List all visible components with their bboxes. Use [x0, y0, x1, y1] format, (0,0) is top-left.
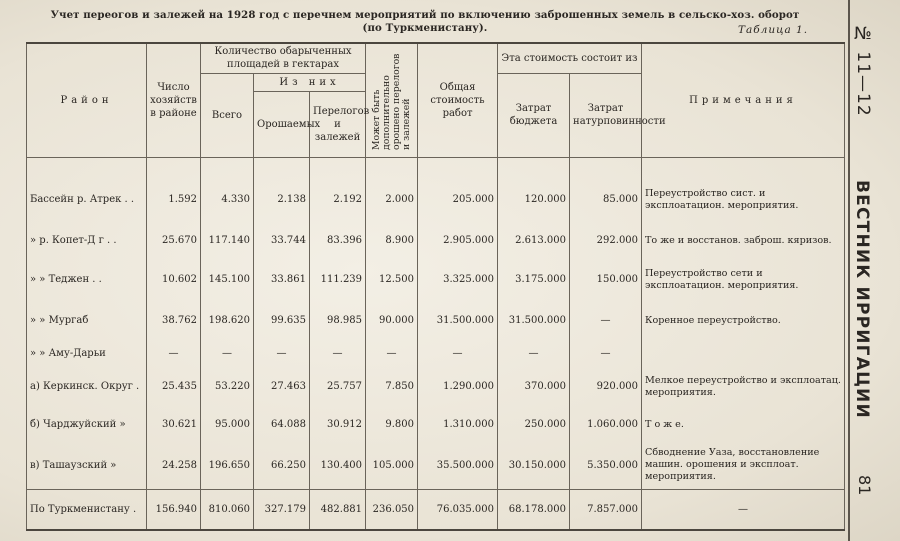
header-labor: Затрат натурповинности — [570, 73, 642, 157]
table-row — [27, 442, 845, 490]
spacer-cell — [254, 157, 310, 178]
cell-households: 24.258 — [147, 442, 201, 490]
cell-households: 38.762 — [147, 300, 201, 342]
cell-extra: 8.900 — [366, 222, 418, 260]
spacer-cell — [570, 157, 642, 178]
header-notes: Примечания — [642, 43, 845, 157]
page-number: 81 — [855, 475, 874, 496]
cell-region: » » Теджен . . — [27, 260, 147, 300]
cell-cost: 1.310.000 — [418, 408, 498, 442]
header-budget: Затрат бюджета — [498, 73, 570, 157]
cell-note: То же и восстанов. заброш. кяризов. — [642, 222, 845, 260]
table-label: Таблица 1. — [738, 24, 809, 36]
cell-total: 196.650 — [201, 442, 254, 490]
cell-total: 53.220 — [201, 366, 254, 408]
journal-title: ВЕСТНИК ИРРИГАЦИИ — [852, 180, 872, 419]
cell-cost: 31.500.000 — [418, 300, 498, 342]
table-row — [27, 178, 845, 222]
spacer-cell — [498, 157, 570, 178]
total-cell-extra: 236.050 — [366, 490, 418, 530]
issue-number: № 11—12 — [853, 24, 873, 117]
total-cell-budget: 68.178.000 — [498, 490, 570, 530]
total-cell-households: 156.940 — [147, 490, 201, 530]
cell-cost: — — [418, 342, 498, 366]
cell-irrigated: — — [254, 342, 310, 366]
table-row — [27, 342, 845, 366]
cell-labor: 5.350.000 — [570, 442, 642, 490]
cell-households: 25.670 — [147, 222, 201, 260]
cell-budget: 120.000 — [498, 178, 570, 222]
cell-total: 117.140 — [201, 222, 254, 260]
cell-budget: 370.000 — [498, 366, 570, 408]
cell-fallow: 111.239 — [310, 260, 366, 300]
total-cell-total: 810.060 — [201, 490, 254, 530]
cell-irrigated: 66.250 — [254, 442, 310, 490]
cell-labor: 150.000 — [570, 260, 642, 300]
cell-labor: 1.060.000 — [570, 408, 642, 442]
header-households: Число хозяйств в районе — [147, 43, 201, 157]
cell-budget: 31.500.000 — [498, 300, 570, 342]
header-total-cost: Общая стоимость работ — [418, 43, 498, 157]
cell-extra: 9.800 — [366, 408, 418, 442]
cell-note — [642, 342, 845, 366]
spacer-cell — [201, 157, 254, 178]
cell-irrigated: 33.861 — [254, 260, 310, 300]
header-can-irrigate — [366, 43, 418, 157]
cell-fallow: — — [310, 342, 366, 366]
total-cell-region: По Туркменистану . — [27, 490, 147, 530]
cell-labor: 292.000 — [570, 222, 642, 260]
table-row — [27, 300, 845, 342]
cell-total: 95.000 — [201, 408, 254, 442]
cell-labor: — — [570, 300, 642, 342]
total-cell-labor: 7.857.000 — [570, 490, 642, 530]
cell-note: Переустройство сети и эксплоатацион. мероприятия. — [642, 260, 845, 300]
cell-total: 4.330 — [201, 178, 254, 222]
cell-note: Мелкое переустройство и эксплоатац. мероприятия. — [642, 366, 845, 408]
spacer-cell — [147, 157, 201, 178]
cell-irrigated: 33.744 — [254, 222, 310, 260]
total-row — [27, 490, 845, 530]
cell-extra: 105.000 — [366, 442, 418, 490]
total-cell-note: — — [642, 490, 845, 530]
cell-irrigated: 64.088 — [254, 408, 310, 442]
cell-region: » р. Копет-Д г . . — [27, 222, 147, 260]
cell-fallow: 98.985 — [310, 300, 366, 342]
cell-extra: — — [366, 342, 418, 366]
sidebar-rule — [848, 0, 850, 541]
spacer-cell — [418, 157, 498, 178]
cell-region: б) Чарджуйский » — [27, 408, 147, 442]
cell-note: Переустройство сист. и эксплоатацион. мероприятия. — [642, 178, 845, 222]
header-fallow: Перелогов и залежей — [310, 91, 366, 157]
title-line-1: Учет переогов и залежей на 1928 год с перечнем мероприятий по включению заброшенных земель в сельско-хоз. оборот — [50, 9, 800, 21]
cell-fallow: 2.192 — [310, 178, 366, 222]
cell-fallow: 30.912 — [310, 408, 366, 442]
total-cell-irrigated: 327.179 — [254, 490, 310, 530]
header-area-group: Количество обарыченных площадей в гектарах — [201, 43, 366, 73]
header-can-irrigate-text: Может быть дополнительно орошено перелогов и залежей — [370, 53, 412, 151]
header-irrigated: Орошаемых — [254, 91, 310, 157]
spacer-cell — [642, 157, 845, 178]
cell-total: — — [201, 342, 254, 366]
cell-note: Коренное переустройство. — [642, 300, 845, 342]
cell-region: а) Керкинск. Округ . — [27, 366, 147, 408]
spacer-cell — [27, 157, 147, 178]
cell-households: 10.602 — [147, 260, 201, 300]
cell-note: Т о ж е. — [642, 408, 845, 442]
header-total: Всего — [201, 73, 254, 157]
table-row — [27, 366, 845, 408]
table-row — [27, 222, 845, 260]
cell-region: в) Ташаузский » — [27, 442, 147, 490]
cell-total: 198.620 — [201, 300, 254, 342]
cell-fallow: 83.396 — [310, 222, 366, 260]
cell-labor: — — [570, 342, 642, 366]
table-row — [27, 408, 845, 442]
cell-budget: — — [498, 342, 570, 366]
cell-budget: 2.613.000 — [498, 222, 570, 260]
cell-irrigated: 99.635 — [254, 300, 310, 342]
cell-extra: 12.500 — [366, 260, 418, 300]
total-cell-cost: 76.035.000 — [418, 490, 498, 530]
cell-region: Бассейн р. Атрек . . — [27, 178, 147, 222]
cell-fallow: 25.757 — [310, 366, 366, 408]
spacer-cell — [310, 157, 366, 178]
header-region: Район — [27, 43, 147, 157]
spacer-cell — [366, 157, 418, 178]
cell-region: » » Мургаб — [27, 300, 147, 342]
title-line-2: (по Туркменистану). — [362, 22, 488, 34]
cell-region: » » Аму-Дарьи — [27, 342, 147, 366]
table-title — [40, 9, 810, 35]
cell-households: 25.435 — [147, 366, 201, 408]
cell-fallow: 130.400 — [310, 442, 366, 490]
header-of-them: Из них — [254, 73, 366, 91]
cell-cost: 35.500.000 — [418, 442, 498, 490]
cell-labor: 85.000 — [570, 178, 642, 222]
cell-extra: 7.850 — [366, 366, 418, 408]
cell-households: 30.621 — [147, 408, 201, 442]
cell-cost: 205.000 — [418, 178, 498, 222]
page-sidebar — [844, 0, 884, 541]
spacer-row — [27, 157, 845, 178]
cell-cost: 1.290.000 — [418, 366, 498, 408]
cell-irrigated: 27.463 — [254, 366, 310, 408]
cell-labor: 920.000 — [570, 366, 642, 408]
data-table — [26, 42, 845, 531]
cell-households: 1.592 — [147, 178, 201, 222]
cell-note: Сбводнение Уаза, восстановление машин. орошения и эксплоат. мероприятия. — [642, 442, 845, 490]
cell-households: — — [147, 342, 201, 366]
cell-extra: 90.000 — [366, 300, 418, 342]
header-cost-group: Эта стоимость состоит из — [498, 43, 642, 73]
total-cell-fallow: 482.881 — [310, 490, 366, 530]
cell-cost: 3.325.000 — [418, 260, 498, 300]
cell-budget: 30.150.000 — [498, 442, 570, 490]
cell-budget: 250.000 — [498, 408, 570, 442]
cell-extra: 2.000 — [366, 178, 418, 222]
cell-total: 145.100 — [201, 260, 254, 300]
table-row — [27, 260, 845, 300]
cell-cost: 2.905.000 — [418, 222, 498, 260]
table-body — [27, 157, 845, 530]
cell-irrigated: 2.138 — [254, 178, 310, 222]
cell-budget: 3.175.000 — [498, 260, 570, 300]
